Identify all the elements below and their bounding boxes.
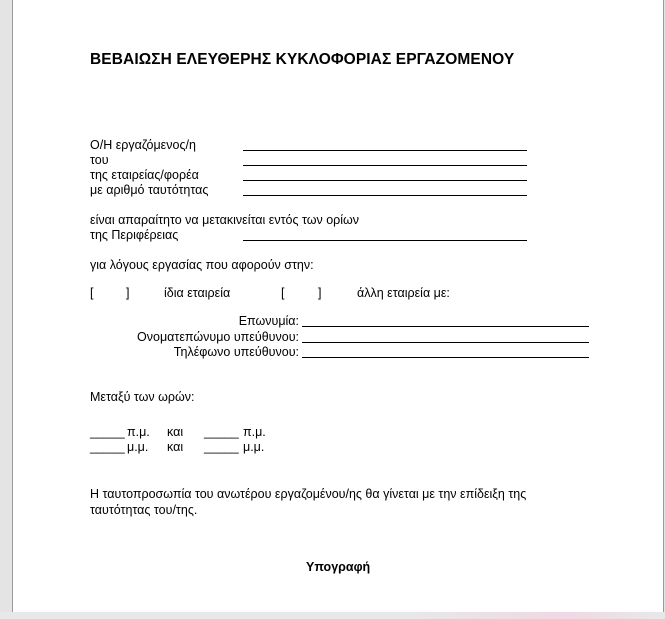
manager-name-line[interactable] xyxy=(302,342,589,343)
id-number-label: με αριθμό ταυτότητας xyxy=(90,183,209,197)
option1-close-bracket[interactable]: ] xyxy=(126,286,130,300)
hours-from-1-period: π.μ. xyxy=(127,425,150,439)
hours-from-2[interactable]: _____ xyxy=(90,440,125,454)
manager-name-label: Ονοματεπώνυμο υπεύθυνου: xyxy=(137,330,299,344)
option2-open-bracket[interactable]: [ xyxy=(281,286,285,300)
document-title: ΒΕΒΑΙΩΣΗ ΕΛΕΥΘΕΡΗΣ ΚΥΚΛΟΦΟΡΙΑΣ ΕΡΓΑΖΟΜΕΝΟΥ xyxy=(90,51,515,68)
hours-from-2-period: μ.μ. xyxy=(127,440,149,454)
hours-to-1[interactable]: _____ xyxy=(204,425,239,439)
manager-phone-label: Τηλέφωνο υπεύθυνου: xyxy=(173,345,299,359)
option1-open-bracket[interactable]: [ xyxy=(90,286,94,300)
father-name-line[interactable] xyxy=(243,165,527,166)
signature-label: Υπογραφή xyxy=(306,560,371,574)
father-label: του xyxy=(90,153,109,167)
region-line[interactable] xyxy=(243,240,527,241)
hours-to-1-period: π.μ. xyxy=(243,425,266,439)
hours-and-2: και xyxy=(167,440,184,454)
region-label: της Περιφέρειας xyxy=(90,228,179,242)
manager-phone-line[interactable] xyxy=(302,357,589,358)
id-number-line[interactable] xyxy=(243,195,527,196)
hours-to-2[interactable]: _____ xyxy=(204,440,239,454)
hours-from-1[interactable]: _____ xyxy=(90,425,125,439)
document-page xyxy=(12,0,664,614)
region-text: είναι απαραίτητο να μετακινείται εντός των ορίων xyxy=(90,213,360,227)
option-other-company: άλλη εταιρεία με: xyxy=(357,286,450,300)
employee-label: Ο/Η εργαζόμενος/η xyxy=(90,138,196,152)
identity-note-line2: ταυτότητας του/της. xyxy=(90,503,198,517)
hours-label: Μεταξύ των ωρών: xyxy=(90,390,195,404)
other-company-name-line[interactable] xyxy=(302,326,589,327)
company-label: της εταιρείας/φορέα xyxy=(90,168,199,182)
company-line[interactable] xyxy=(243,180,527,181)
viewer-bottom-strip xyxy=(0,612,665,619)
hours-and-1: και xyxy=(167,425,184,439)
hours-to-2-period: μ.μ. xyxy=(243,440,265,454)
option-same-company: ίδια εταιρεία xyxy=(164,286,231,300)
option2-close-bracket[interactable]: ] xyxy=(318,286,322,300)
reason-text: για λόγους εργασίας που αφορούν στην: xyxy=(90,258,314,272)
identity-note-line1: Η ταυτοπροσωπία του ανωτέρου εργαζομένου/ης θα γίνεται με την επίδειξη της xyxy=(90,487,527,501)
employee-name-line[interactable] xyxy=(243,150,527,151)
other-company-name-label: Επωνυμία: xyxy=(238,314,299,328)
